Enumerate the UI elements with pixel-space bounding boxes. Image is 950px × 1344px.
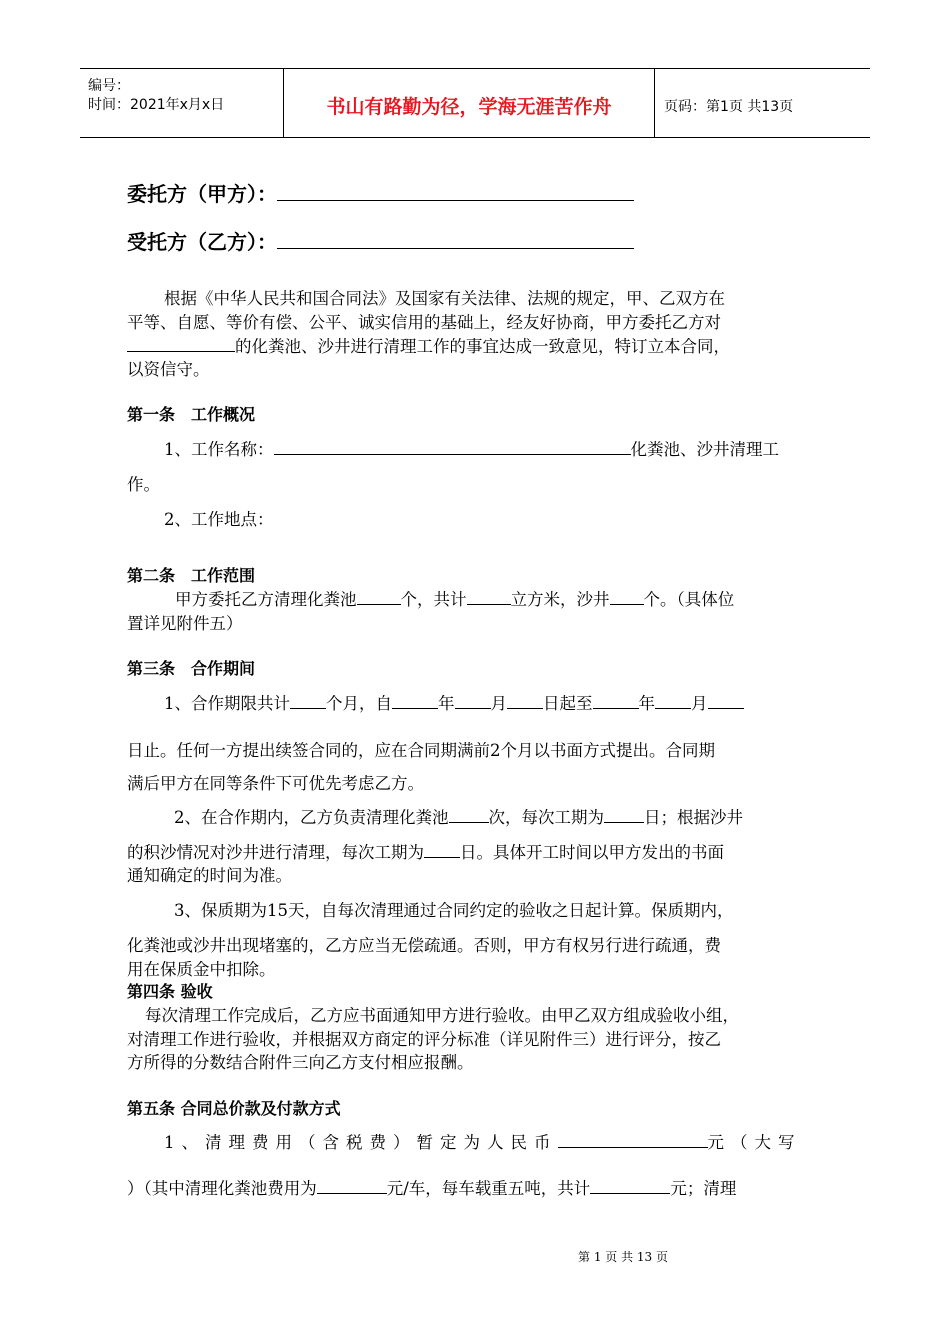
art5-text: 元（大写 [707, 1133, 802, 1152]
art5-line [164, 1129, 802, 1153]
article-1-title: 第一条 工作概况 [127, 405, 256, 424]
blank-field [455, 694, 491, 709]
art3-text: 年 [638, 694, 655, 713]
art3-text: 1、合作期限共计 [164, 694, 290, 713]
art1-item1-cont: 作。 [127, 475, 160, 494]
article-4-title: 第四条 验收 [127, 982, 213, 1001]
blank-field [424, 843, 460, 858]
art3-p2-line [127, 839, 724, 863]
intro-line [127, 333, 730, 357]
blank-field [317, 1179, 387, 1194]
blank-field [558, 1133, 708, 1148]
art4-line: 对清理工作进行验收，并根据双方商定的评分标准（详见附件三）进行评分，按乙 [127, 1030, 721, 1049]
art3-text: 日起至 [543, 694, 593, 713]
art3-text: 年 [438, 694, 455, 713]
page-footer: 第 1 页 共 13 页 [578, 1250, 668, 1264]
art2-text: 甲方委托乙方清理化粪池 [175, 590, 357, 609]
party-a-line [127, 178, 634, 207]
article-2-title: 第二条 工作范围 [127, 566, 256, 585]
party-a-blank [277, 199, 634, 201]
art2-text: 个。（具体位 [643, 590, 735, 609]
party-b-blank [277, 247, 634, 249]
art3-text: 次，每次工期为 [488, 808, 604, 827]
blank-field [392, 694, 438, 709]
party-b-line [127, 226, 634, 255]
blank-field [449, 808, 489, 823]
art3-p2-line [174, 804, 743, 828]
art3-p1-line [164, 690, 744, 714]
art4-line: 方所得的分数结合附件三向乙方支付相应报酬。 [127, 1053, 474, 1072]
art5-text: ）（其中清理化粪池费用为 [127, 1179, 317, 1198]
intro-line: 根据《中华人民共和国合同法》及国家有关法律、法规的规定，甲、乙双方在 [164, 289, 725, 308]
art5-line [127, 1175, 736, 1199]
blank-field [590, 1179, 670, 1194]
blank-field [604, 808, 644, 823]
art3-text: 日；根据沙井 [644, 808, 743, 827]
art3-text: 个月，自 [326, 694, 392, 713]
art2-line [175, 586, 734, 610]
art3-text: 的积沙情况对沙井进行清理，每次工期为 [127, 843, 424, 862]
art3-p1-line: 日止。任何一方提出续签合同的，应在合同期满前2个月以书面方式提出。合同期 [127, 741, 715, 760]
art2-text: 立方米，沙井 [510, 590, 610, 609]
blank-field [655, 694, 691, 709]
blank-field [357, 590, 401, 605]
art3-text: 月 [490, 694, 507, 713]
page-header [80, 68, 870, 138]
art1-item2: 2、工作地点： [164, 510, 274, 529]
article-3-title: 第三条 合作期间 [127, 659, 256, 678]
art3-p3-line: 3、保质期为15天，自每次清理通过合同约定的验收之日起计算。保质期内， [174, 901, 734, 920]
blank-field [467, 590, 511, 605]
intro-line: 以资信守。 [127, 360, 210, 379]
art5-text: 1、清理费用（含税费）暂定为人民币 [164, 1133, 558, 1152]
art2-text: 个，共计 [400, 590, 467, 609]
blank-field [610, 590, 644, 605]
header-motto: 书山有路勤为径，学海无涯苦作舟 [326, 96, 612, 118]
art3-p2-line: 通知确定的时间为准。 [127, 866, 292, 885]
art3-text: 月 [691, 694, 708, 713]
art5-text: 元；清理 [670, 1179, 737, 1198]
blank-field [274, 440, 631, 455]
art1-item1 [164, 436, 779, 460]
art2-line: 置详见附件五） [127, 614, 243, 633]
document-date: 时间：2021年x月x日 [88, 97, 225, 113]
art3-p3-line: 用在保质金中扣除。 [127, 960, 276, 979]
header-page-info: 页码：第1页 共13页 [664, 99, 794, 115]
art1-text: 化粪池、沙井清理工 [630, 440, 779, 459]
art3-text: 日。具体开工时间以甲方发出的书面 [460, 843, 724, 862]
blank-field [708, 694, 744, 709]
document-number-label: 编号： [88, 78, 130, 94]
blank-field [593, 694, 639, 709]
blank-field [290, 694, 326, 709]
article-5-title: 第五条 合同总价款及付款方式 [127, 1099, 341, 1118]
art1-text: 1、工作名称： [164, 440, 274, 459]
party-a-label: 委托方（甲方）： [127, 182, 277, 206]
art3-p1-line: 满后甲方在同等条件下可优先考虑乙方。 [127, 774, 424, 793]
intro-text: 的化粪池、沙井进行清理工作的事宜达成一致意见，特订立本合同， [235, 337, 730, 356]
intro-line: 平等、自愿、等价有偿、公平、诚实信用的基础上，经友好协商，甲方委托乙方对 [127, 313, 721, 332]
art3-text: 2、在合作期内，乙方负责清理化粪池 [174, 808, 449, 827]
art3-p3-line: 化粪池或沙井出现堵塞的，乙方应当无偿疏通。否则，甲方有权另行进行疏通，费 [127, 936, 721, 955]
art4-line: 每次清理工作完成后，乙方应书面通知甲方进行验收。由甲乙双方组成验收小组， [145, 1006, 739, 1025]
art5-text: 元/车，每车载重五吨，共计 [386, 1179, 591, 1198]
party-b-label: 受托方（乙方）： [127, 230, 277, 254]
blank-field [127, 337, 235, 352]
blank-field [507, 694, 543, 709]
